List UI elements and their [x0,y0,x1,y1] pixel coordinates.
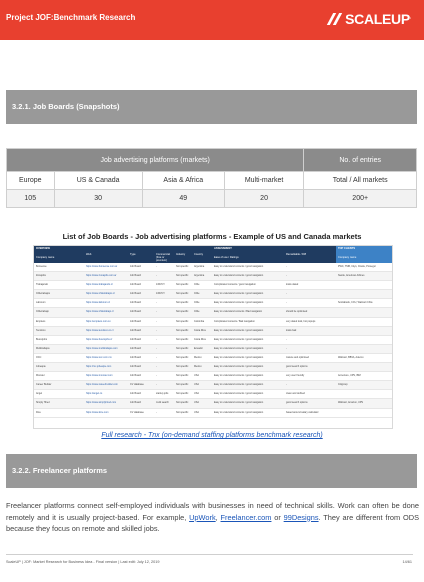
table-cell: Easy to understand contents / good navigation [214,337,264,341]
table-row [34,345,392,354]
table-cell: Chile [194,283,200,287]
table-cell: Not specific [176,392,189,396]
table-cell: - [286,383,287,387]
table-cell: USA [194,383,199,387]
table-cell: Not specific [176,319,189,323]
table-cell: - [156,319,157,323]
table-cell: Simply Hired [36,401,50,405]
table-cell: Buscojobs [36,337,48,341]
table-cell: - [286,301,287,305]
table-cell: Chiletrabajo [36,310,49,314]
website-link[interactable]: https://empleos.com.co [86,319,111,323]
table-cell: Job Board [130,265,141,268]
table-cell: Easy to understand contents / good navigation [214,401,264,405]
table-cell: Easy to understand contents / good navigation [214,274,264,278]
column-header [212,246,284,263]
table-cell: - [286,346,287,350]
table-cell: - [156,374,157,378]
table-cell: Nestle, American Airlines [338,274,365,278]
table-cell: Career Builder [36,383,52,387]
table-cell: Job Board [130,319,141,323]
99designs-link[interactable]: 99Designs [283,512,319,522]
column-header: US & Canada [54,172,142,190]
table-cell: Easy to understand contents / good navigation [214,328,264,332]
table-cell: Job Board [130,337,141,341]
table-cell: Easy to understand contents / good navigation [214,374,264,378]
document-title: Project JOF:Benchmark Research [6,13,136,22]
website-link[interactable]: https://www.tecoloco.co.cr [86,328,114,332]
website-link[interactable]: https://www.monster.com [86,374,113,378]
table-cell: Argentina [194,265,205,268]
table-cell: Not specific [176,292,189,296]
header-label: Company name [338,256,357,259]
website-link[interactable]: https://www.laborum.cl [86,301,110,305]
website-link[interactable]: https://www.bonsense.com.ar [86,265,118,268]
table-cell: Not specific [176,265,189,268]
table-cell: should be optimised [286,310,308,314]
section-heading-job-boards [6,90,417,124]
table-cell: - [156,410,157,414]
job-board-list-title: List of Job Boards - Job advertising platforms - Example of US and Canada markets [62,232,362,241]
job-board-table-body [34,263,392,418]
table-cell: Easy to understand contents / good navigation [214,355,264,359]
logo-dot: . [409,14,411,21]
table-cell: 1/MVCY [156,283,165,287]
website-link[interactable]: https://www.chiletrabajo.cl [86,310,114,314]
table-cell: OCC [36,355,42,359]
column-header [154,246,174,263]
value-cell: 105 [7,190,55,208]
value-cell: 30 [54,190,142,208]
table-cell: looks dated [286,283,299,287]
table-cell: startup jobs [156,392,169,396]
footer-divider [6,554,413,555]
table-row [34,390,392,399]
table-row [34,409,392,418]
paragraph-text: . They are different from ODS because they focus on remote and skilled jobs. [6,512,419,533]
table-cell: - [286,265,287,268]
table-row [34,399,392,408]
table-cell: mature and optimised [286,355,309,359]
table-cell: Easy to understand contents / good navigation [214,365,264,369]
table-cell: Not specific [176,401,189,405]
column-header [284,246,336,263]
table-cell: CV database [130,383,144,387]
table-cell: Easy to understand contents / good navigation [214,346,264,350]
paragraph-text: Freelancer platforms connect self-employed individuals with businesses in need of technical skills. Work can often be done remotely and it is usually project-based. For example, [6,501,419,522]
table-cell: Walmart, Amazon, UPS [338,401,364,405]
table-cell: Costa Rica [194,328,206,332]
freelancer-com-link[interactable]: Freelancer.com [220,512,272,522]
entries-header: No. of entries [304,149,417,172]
column-header: Multi-market [224,172,304,190]
column-header [192,246,212,263]
table-cell: Job Board [130,346,141,350]
column-header: Asia & Africa [142,172,224,190]
table-cell [336,336,392,344]
table-cell: Job Board [130,301,141,305]
markets-group-header: Job advertising platforms (markets) [7,149,304,172]
table-cell: Jobeapie [36,365,46,369]
column-header [128,246,154,263]
table-cell: Easy to understand contents / good navigation [214,383,264,387]
table-cell: USA [194,410,199,414]
logo-text: SCALEUP [345,11,410,27]
website-link[interactable]: https://www.dice.com [86,410,109,414]
table-cell: Job Board [130,283,141,287]
table-cell: - [156,328,157,332]
paragraph-separator: , [215,512,221,522]
table-cell: looks bad [286,328,297,332]
table-cell: Chile [194,292,200,296]
table-cell: - [156,301,157,305]
page-number: 14/61 [402,560,412,564]
table-cell: 1/MVCY [156,292,165,296]
table-cell: based around salary calculator [286,410,319,414]
header-group-label: TOP CLIENTS [338,247,356,250]
table-cell: Laborum [36,301,46,305]
page-header [0,0,424,40]
table-cell: Job Board [130,292,141,296]
table-cell: Trabajando [36,283,49,287]
table-cell [336,308,392,316]
full-research-link[interactable]: Full research - Tnx (on-demand staffing platforms benchmark research) [101,432,323,439]
table-cell: Job Board [130,355,141,359]
table-row [34,272,392,281]
table-cell: multi search [156,401,169,405]
table-cell: Mexico [194,365,202,369]
table-cell: Empleos [36,319,46,323]
column-header: Total / All markets [304,172,417,190]
table-cell: Multitrabajos [36,346,50,350]
job-board-table-header [34,246,392,263]
table-cell: Job Board [130,365,141,369]
table-cell: very dated look, bot popups [286,319,316,323]
table-cell: CV database [130,410,144,414]
footer-text: ScaleUP | JOF: Market Research for Business Idea - Final version | Last edit: July 12, 2019 [6,560,160,564]
table-cell [336,409,392,417]
table-cell [336,363,392,371]
table-cell: Not specific [176,374,189,378]
table-cell: - [156,337,157,341]
table-row [34,363,392,372]
table-cell: Complicated contents / good navigation [214,283,256,287]
website-link[interactable]: https://www.simplyhired.com [86,401,117,405]
table-cell: Easy to understand contents / good navigation [214,292,264,296]
table-cell: Bonsense [36,265,47,268]
table-row [34,327,392,336]
value-cell: 20 [224,190,304,208]
table-cell: - [156,274,157,278]
table-cell: USA [194,374,199,378]
table-cell [336,327,392,335]
paragraph-separator: or [271,512,284,522]
header-label: Company name [36,256,55,259]
table-cell: - [156,355,157,359]
table-cell: Complicated contents / Bad navigation [214,319,255,323]
website-link[interactable]: https://www.careerbuilder.com [86,383,118,387]
header-label: Country [194,253,204,256]
table-cell [336,290,392,298]
job-advertising-summary-table [6,148,417,208]
section-heading-freelancer [6,454,417,488]
table-cell: - [286,292,287,296]
table-cell: - [156,383,157,387]
table-cell [336,390,392,398]
table-cell: Easy to understand contents / good navigation [214,301,264,305]
table-cell [336,318,392,326]
table-row [34,308,392,317]
table-cell: Argentina [194,274,205,278]
table-row [34,299,392,308]
scaleup-logo [327,11,411,27]
job-board-table [33,245,393,429]
table-cell: Not specific [176,337,189,341]
table-cell: good search options [286,365,308,369]
table-cell: Monster [36,374,45,378]
table-cell: Mexico [194,355,202,359]
table-cell: Not specific [176,383,189,387]
table-cell: Not specific [176,365,189,369]
section-title: 3.2.2. Freelancer platforms [12,466,108,475]
table-row [34,281,392,290]
table-cell: Chile [194,310,200,314]
table-cell: Colombia [194,319,205,323]
header-label: Industry [176,253,186,256]
website-link[interactable]: https://www.trabajando.cl [86,283,113,287]
table-cell: Not specific [176,274,189,278]
table-row [34,336,392,345]
table-cell: Zonajobs [36,274,46,278]
table-row [34,318,392,327]
table-cell: Ecuador [194,346,203,350]
header-group-label: OVERVIEW [36,247,50,250]
header-group-label: ASSESSMENT [214,247,232,250]
table-cell: Scotiabank, CCU, Walmart Chile [338,301,373,305]
table-cell: Chile [194,301,200,305]
value-cell: 49 [142,190,224,208]
website-link[interactable]: https://www.zonajobs.com.ar [86,274,117,278]
table-cell: Dice [36,410,41,414]
header-label: Type [130,253,136,256]
table-cell: clean and defined [286,392,305,396]
table-cell: Not specific [176,283,189,287]
freelancer-paragraph [6,500,419,535]
table-cell: Easy to understand contents / good navigation [214,265,264,268]
table-cell: Easy to understand contents / good navigation [214,392,264,396]
table-cell: Not specific [176,355,189,359]
table-row [34,372,392,381]
table-cell: - [156,310,157,314]
website-link[interactable]: https://www.multitrabajos.com [86,346,118,350]
value-cell: 200+ [304,190,417,208]
table-cell: good search options [286,401,308,405]
header-label: Ease of use / Ratings [214,256,239,259]
column-header [336,246,392,263]
table-cell: - [156,346,157,350]
website-link[interactable]: https://mx.jobeapie.com [86,365,112,369]
table-cell [336,281,392,289]
table-cell: Angel [36,392,43,396]
table-cell: Job Board [130,374,141,378]
header-label: Web [86,253,92,256]
slash-logo-icon [327,13,341,25]
column-header: Europe [7,172,55,190]
website-link[interactable]: https://www.occ.com.mx [86,355,112,359]
table-cell: Costa Rica [194,337,206,341]
table-cell: - [156,365,157,369]
table-cell: very user friendly [286,374,305,378]
table-cell: Job Board [130,401,141,405]
table-cell: Accenture, UPS, IBM [338,374,361,378]
table-cell: - [286,274,287,278]
table-cell [336,345,392,353]
website-link[interactable]: https://www.chiletrabajos.cl [86,292,115,296]
table-cell: Job Board [130,310,141,314]
table-row [34,263,392,272]
table-cell: Not specific [176,301,189,305]
table-cell: Walmart, BBVA, Adecco [338,355,364,359]
table-cell: Citigroup [338,383,348,387]
table-cell: Job Board [130,392,141,396]
table-cell: PWC, TMB, Citys, Oracle, Prosegur [338,265,376,268]
table-cell: Easy to understand contents / Bad navigation [214,310,263,314]
website-link[interactable]: https://angel.co [86,392,103,396]
table-row [34,381,392,390]
section-title: 3.2.1. Job Boards (Snapshots) [12,102,120,111]
table-cell: Not specific [176,310,189,314]
table-row [34,290,392,299]
column-header [34,246,84,263]
table-cell: USA [194,392,199,396]
table-cell: - [286,337,287,341]
table-row [34,354,392,363]
table-cell: Job Board [130,328,141,332]
table-cell: - [156,265,157,268]
website-link[interactable]: https://www.buscojobs.cr [86,337,113,341]
column-header [174,246,192,263]
column-header [84,246,128,263]
upwork-link[interactable]: UpWork [189,512,216,522]
table-cell: Chiletrabajos [36,292,50,296]
header-label: Commercial (free or premium) [156,253,170,262]
table-cell: Tecoloco [36,328,46,332]
table-cell: Not specific [176,346,189,350]
table-cell: Not specific [176,328,189,332]
header-label: Remarkable / Diff [286,253,306,256]
table-cell: Not specific [176,410,189,414]
table-cell: USA [194,401,199,405]
table-cell: Job Board [130,274,141,278]
table-cell: Easy to understand contents / good navigation [214,410,264,414]
